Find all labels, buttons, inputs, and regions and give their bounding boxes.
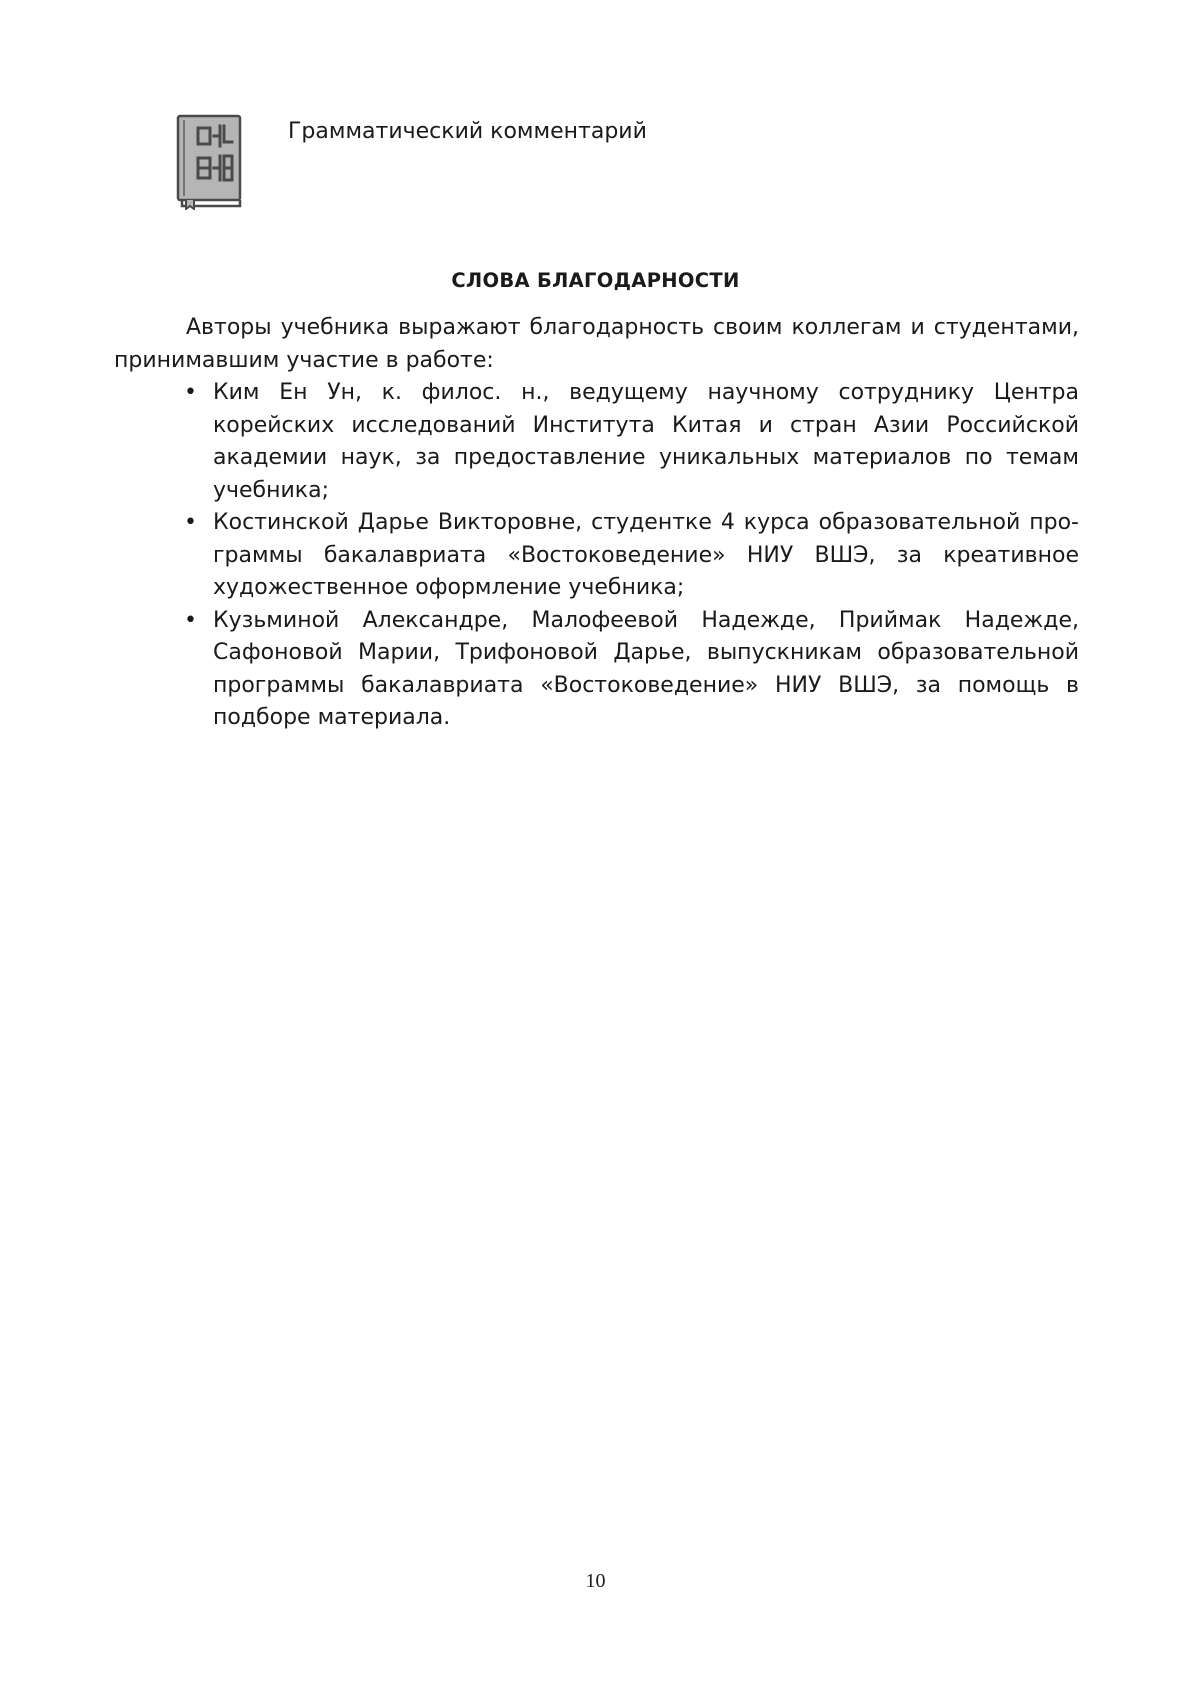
list-item-text: Ким Ен Ун, к. филос. н., ведущему научному сотруднику Центра корейских исследований Института Китая и стран Азии Российской академии наук, за предоставление уникальных материалов по темам учебника; xyxy=(213,380,1079,503)
bullet-icon: • xyxy=(184,380,197,405)
list-item xyxy=(114,377,1079,507)
acknowledgement-list xyxy=(114,377,1079,735)
list-item-text: Кузьминой Александре, Малофеевой Надежде, Приймак Надежде, Сафоновой Марии, Трифоновой Дарье, выпускникам образовательной программы бакалавриата «Востоковедение» НИУ ВШЭ, за помощь в подборе материала. xyxy=(213,607,1079,730)
legend-row xyxy=(176,114,647,210)
list-item xyxy=(114,605,1079,735)
bullet-icon: • xyxy=(184,607,197,633)
intro-paragraph: Авторы учебника выражают благодарность своим коллегам и студентами, принимавшим участие в работе: xyxy=(114,315,1079,373)
list-item-text: Костинской Дарье Викторовне, студентке 4 курса образовательной программы бакалавриата «Востоковедение» НИУ ВШЭ, за креативное художественное оформление учебника; xyxy=(213,510,1079,600)
bullet-icon: • xyxy=(184,510,197,535)
section-heading: СЛОВА БЛАГОДАРНОСТИ xyxy=(451,269,740,292)
page-number: 10 xyxy=(585,1570,606,1592)
korean-grammar-book-icon xyxy=(176,114,242,210)
list-item xyxy=(114,507,1079,605)
legend-label: Грамматический комментарий xyxy=(288,119,647,144)
